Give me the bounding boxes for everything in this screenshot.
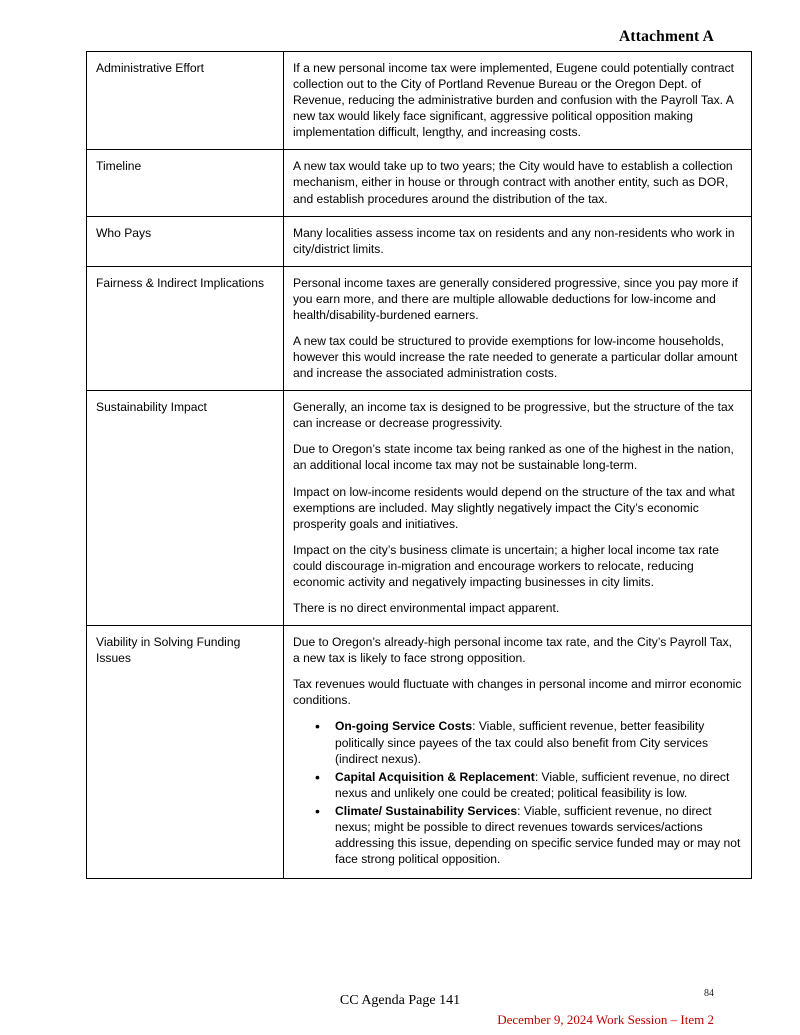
row-body — [284, 150, 752, 216]
agenda-page-footer: CC Agenda Page 141 — [339, 993, 461, 1008]
comparison-table — [86, 51, 752, 879]
table-row — [87, 391, 752, 626]
table-row — [87, 52, 752, 150]
paragraph: A new tax could be structured to provide exemptions for low-income households, however this would increase the rate needed to generate a particular dollar amount and increase the associated administration costs. — [293, 334, 738, 381]
session-footer: December 9, 2024 Work Session – Item 2 — [497, 1012, 714, 1027]
table-row — [87, 626, 752, 879]
row-label: Sustainability Impact — [87, 391, 284, 626]
table-row — [87, 266, 752, 390]
bullet-text: : Viable, sufficient revenue, better feasibility politically since payees of the tax could also benefit from City services (indirect nexus). — [335, 719, 709, 766]
bullet-term: On-going Service Costs — [335, 719, 473, 734]
bullet-term: Climate/ Sustainability Services — [335, 803, 518, 818]
row-body — [284, 391, 752, 626]
row-body — [284, 626, 752, 879]
paragraph: Impact on the city’s business climate is uncertain; a higher local income tax rate could discourage in-migration and encourage workers to relocate, reducing economic activity and negatively impacting businesses in city limits. — [293, 542, 719, 589]
row-body — [284, 216, 752, 266]
paragraph: Due to Oregon’s state income tax being ranked as one of the highest in the nation, an additional local income tax may not be sustainable long-term. — [293, 442, 734, 473]
page-number: 84 — [704, 988, 714, 999]
paragraph: Many localities assess income tax on residents and any non-residents who work in city/district limits. — [293, 225, 735, 256]
paragraph: There is no direct environmental impact apparent. — [293, 601, 560, 616]
bullet-text: : Viable, sufficient revenue, no direct nexus; might be possible to direct revenues towards services/actions addressing this issue, depending on specific service funded may or may not face strong political opposition. — [335, 803, 741, 867]
row-body — [284, 52, 752, 150]
list-item — [293, 803, 742, 867]
row-body — [284, 266, 752, 390]
list-item — [293, 718, 742, 766]
paragraph: Tax revenues would fluctuate with changes in personal income and mirror economic conditions. — [293, 677, 742, 708]
row-label: Timeline — [87, 150, 284, 216]
list-item — [293, 769, 742, 801]
row-label: Viability in Solving Funding Issues — [87, 626, 284, 879]
paragraph: Generally, an income tax is designed to be progressive, but the structure of the tax can increase or decrease progressivity. — [293, 400, 734, 431]
table-row — [87, 216, 752, 266]
paragraph: Personal income taxes are generally considered progressive, since you pay more if you earn more, and there are multiple allowable deductions for low-income and health/disability-burdened earners. — [293, 275, 739, 322]
row-label: Who Pays — [87, 216, 284, 266]
bullet-list — [293, 718, 742, 867]
bullet-text: : Viable, sufficient revenue, no direct nexus and unlikely one could be created; political feasibility is low. — [335, 769, 730, 800]
row-label: Administrative Effort — [87, 52, 284, 150]
bullet-term: Capital Acquisition & Replacement — [335, 769, 535, 784]
attachment-header: Attachment A — [619, 28, 714, 45]
paragraph: If a new personal income tax were implemented, Eugene could potentially contract collection out to the City of Portland Revenue Bureau or the Oregon Dept. of Revenue, reducing the administrative burden and confusion with the Payroll Tax. A new tax would likely face significant, aggressive political opposition making implementation difficult, lengthy, and increasing costs. — [293, 61, 734, 140]
paragraph: Due to Oregon’s already-high personal income tax rate, and the City’s Payroll Tax, a new tax is likely to face strong opposition. — [293, 635, 732, 666]
table-row — [87, 150, 752, 216]
paragraph: A new tax would take up to two years; the City would have to establish a collection mechanism, either in house or through contract with another entity, such as DOR, and establish procedures around the distribution of the tax. — [293, 159, 733, 206]
paragraph: Impact on low-income residents would depend on the structure of the tax and what exemptions are included. May slightly negatively impact the City’s economic prosperity goals and initiatives. — [293, 484, 735, 531]
row-label: Fairness & Indirect Implications — [87, 266, 284, 390]
